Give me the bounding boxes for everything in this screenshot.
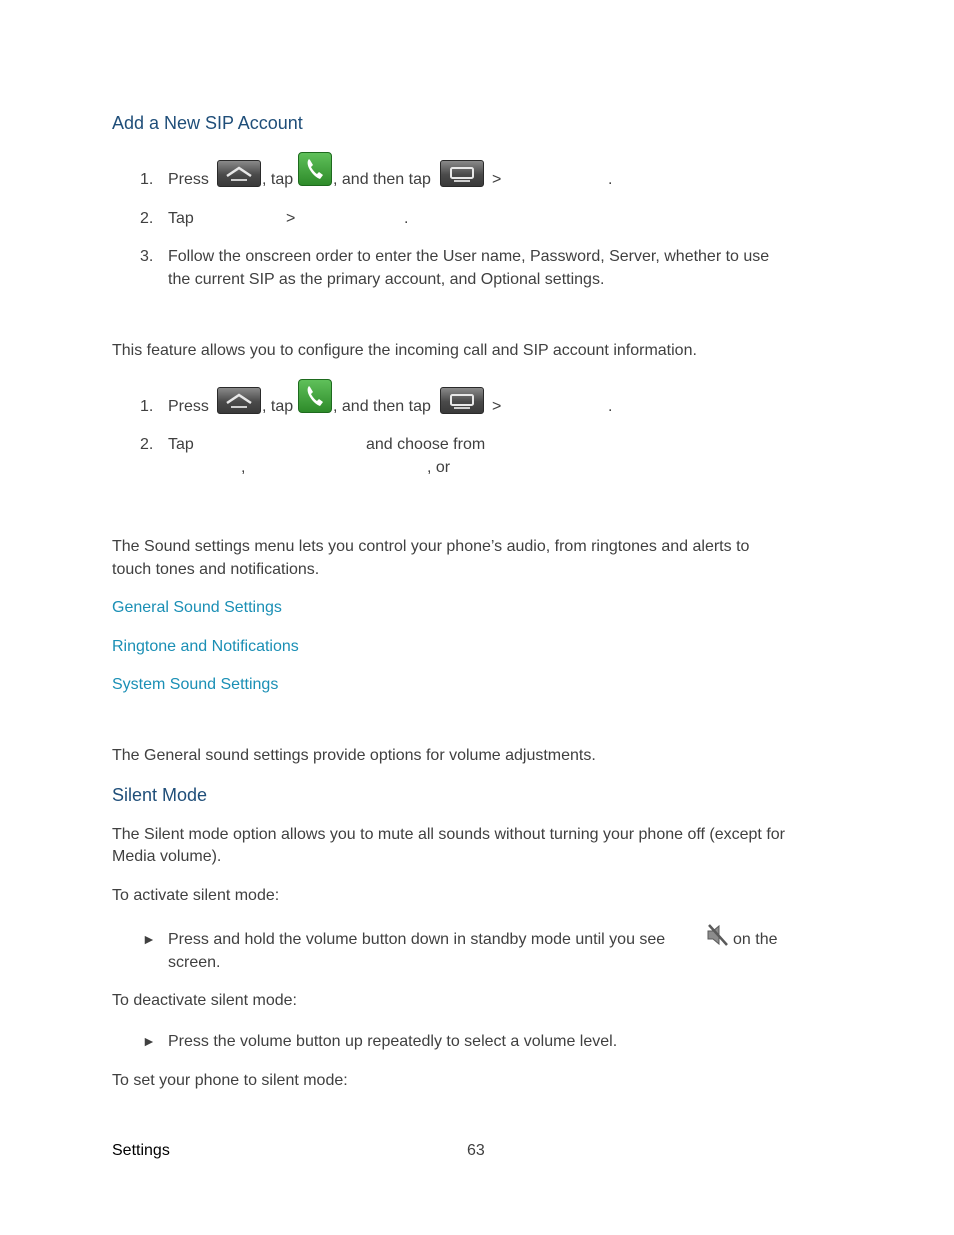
config-step-2-tap: Tap [168, 436, 194, 453]
config-step-1-end: . [608, 398, 613, 415]
sip-heading: Add a New SIP Account [112, 113, 303, 133]
sip-step-3-number: 3. [140, 248, 154, 265]
general-intro: The General sound settings provide options for volume adjustments. [112, 747, 596, 764]
sip-step-2-end: . [404, 210, 409, 227]
menu-button-icon [440, 387, 484, 414]
sip-step-3-line-1: Follow the onscreen order to enter the User name, Password, Server, whether to use [168, 248, 770, 265]
sip-step-2-number: 2. [140, 210, 154, 227]
footer-section-name: Settings [112, 1142, 170, 1159]
deactivate-bullet-text: Press the volume button up repeatedly to select a volume level. [168, 1033, 618, 1050]
silent-intro-line-2: Media volume). [112, 848, 222, 865]
link-system-sound-settings[interactable]: System Sound Settings [112, 676, 279, 693]
phone-app-icon [298, 379, 332, 413]
sip-step-2-gt: > [286, 210, 296, 227]
phone-app-icon [298, 152, 332, 186]
sip-step-1-tap: , tap [262, 171, 294, 188]
config-step-1-press: Press [168, 398, 209, 415]
link-general-sound-settings[interactable]: General Sound Settings [112, 599, 282, 616]
config-intro: This feature allows you to configure the incoming call and SIP account information. [112, 342, 697, 359]
link-ringtone-and-notifications[interactable]: Ringtone and Notifications [112, 638, 299, 655]
set-silent-label: To set your phone to silent mode: [112, 1072, 348, 1089]
sip-step-1-end: . [608, 171, 613, 188]
home-button-icon [217, 160, 261, 187]
activate-bullet-text-c: screen. [168, 954, 221, 971]
bullet-arrow-icon: ► [142, 1033, 156, 1049]
sip-step-3-line-2: the current SIP as the primary account, and Optional settings. [168, 271, 605, 288]
config-step-2-number: 2. [140, 436, 154, 453]
config-step-2-or: , or [427, 459, 451, 476]
deactivate-label: To deactivate silent mode: [112, 992, 297, 1009]
activate-bullet-text: Press and hold the volume button down in standby mode until you see [168, 931, 666, 948]
config-step-2-comma: , [241, 459, 246, 476]
mute-volume-icon [705, 922, 731, 948]
bullet-arrow-icon: ► [142, 931, 156, 947]
config-step-1-gt: > [492, 398, 502, 415]
config-step-1-tap: , tap [262, 398, 294, 415]
sip-step-1-press: Press [168, 171, 209, 188]
sip-step-1-gt: > [492, 171, 502, 188]
menu-button-icon [440, 160, 484, 187]
activate-bullet-text-b: on the [733, 931, 778, 948]
sip-step-1-number: 1. [140, 171, 154, 188]
config-step-1-then: , and then tap [333, 398, 431, 415]
silent-mode-heading: Silent Mode [112, 785, 208, 805]
sound-intro-line-1: The Sound settings menu lets you control your phone’s audio, from ringtones and alerts to [112, 538, 750, 555]
silent-intro-line-1: The Silent mode option allows you to mute all sounds without turning your phone off (except for [112, 826, 785, 843]
config-step-2-choose: and choose from [366, 436, 486, 453]
footer-page-number: 63 [467, 1142, 485, 1159]
activate-label: To activate silent mode: [112, 887, 280, 904]
config-step-1-number: 1. [140, 398, 154, 415]
sip-step-2-tap: Tap [168, 210, 194, 227]
sound-intro-line-2: touch tones and notifications. [112, 561, 320, 578]
home-button-icon [217, 387, 261, 414]
sip-step-1-then: , and then tap [333, 171, 431, 188]
